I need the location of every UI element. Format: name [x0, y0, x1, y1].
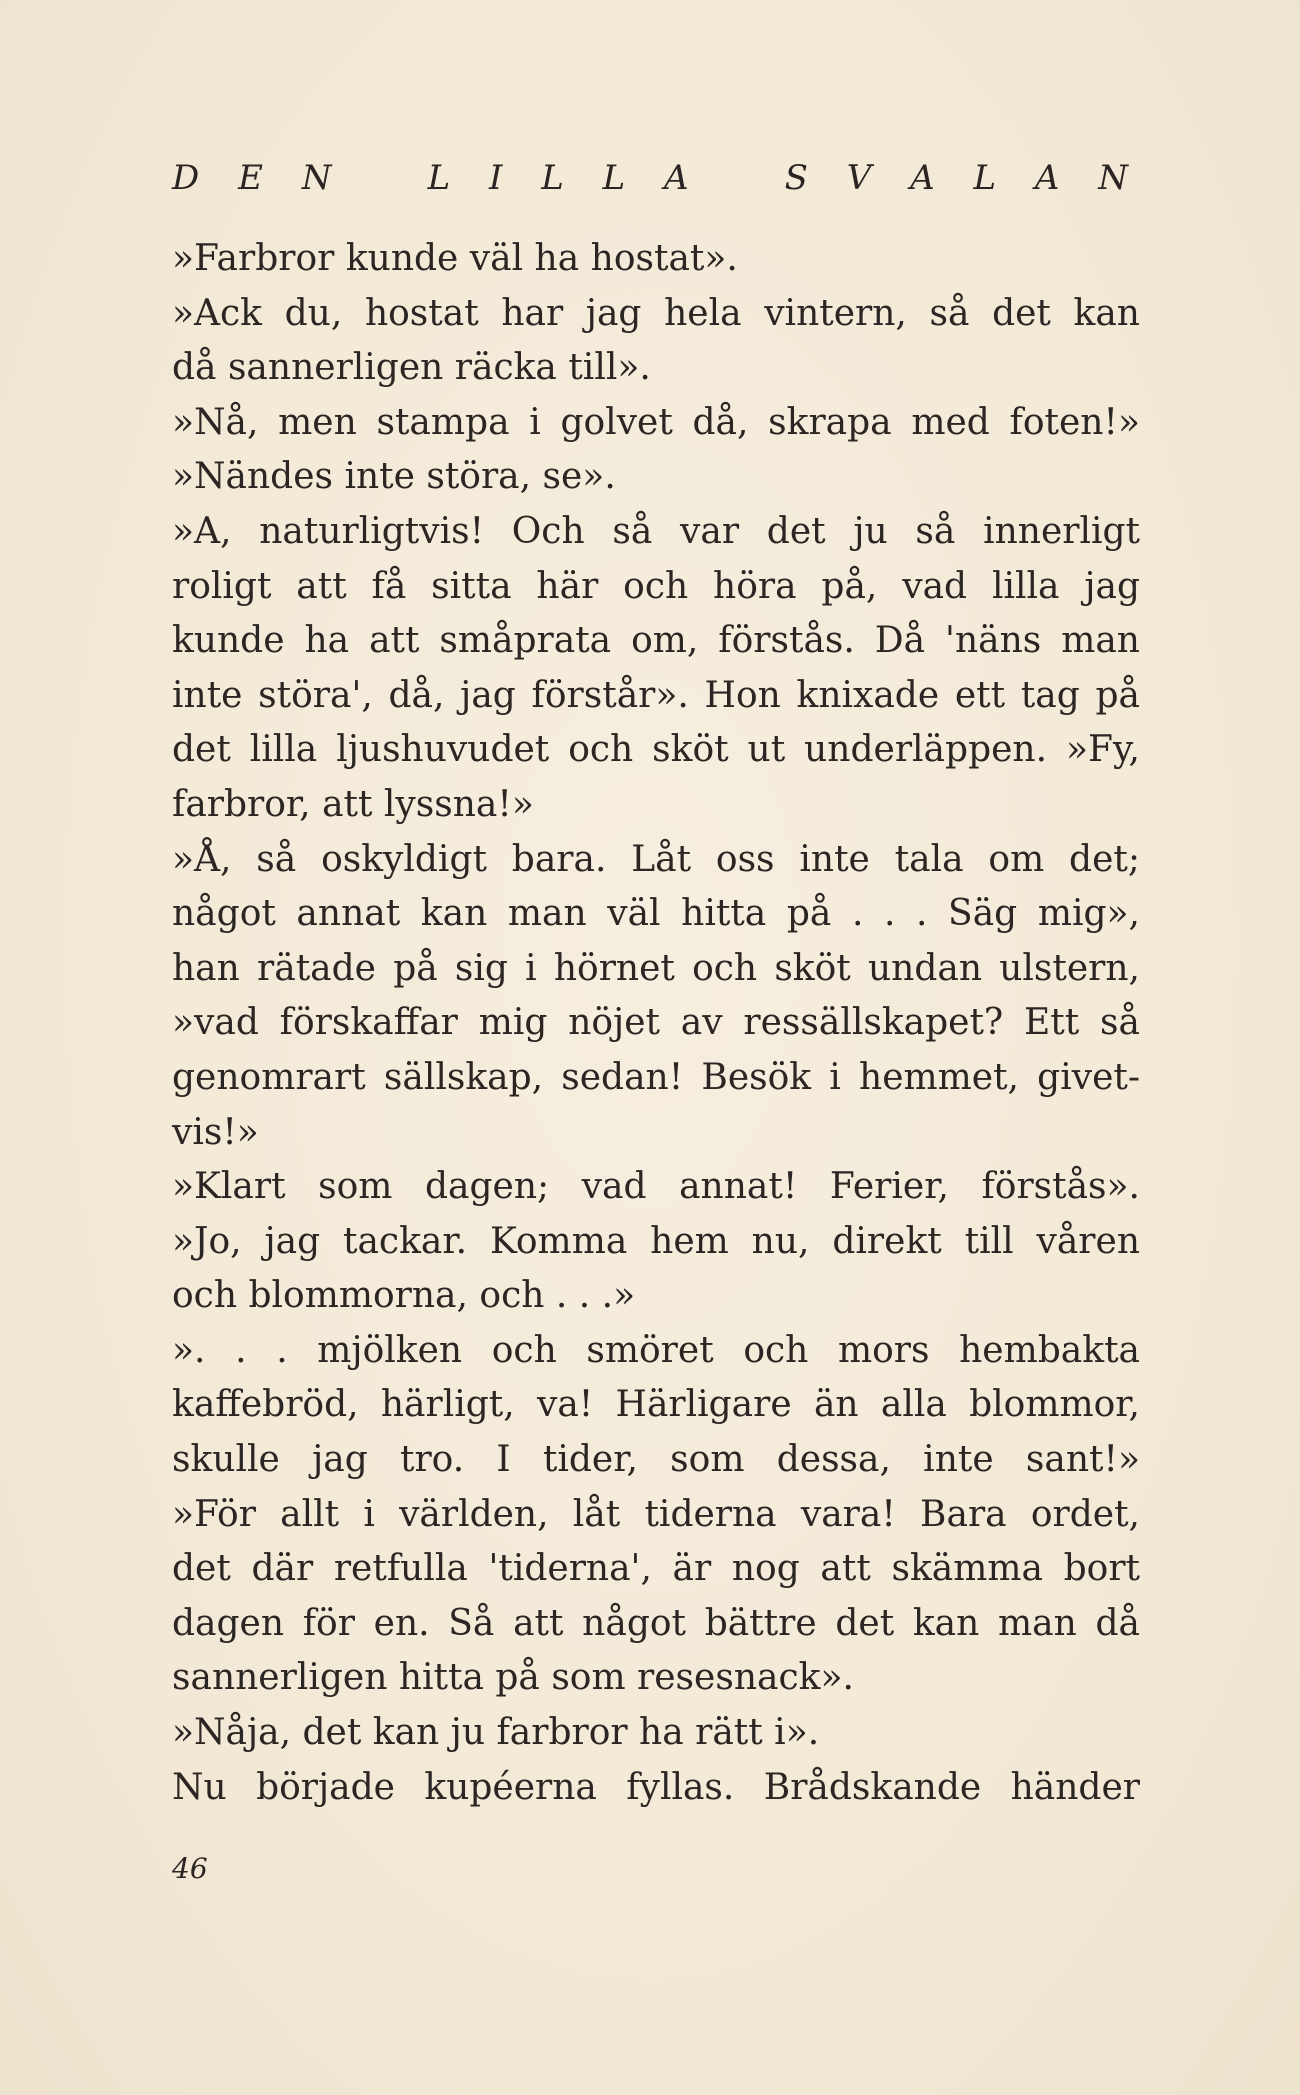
text-line: »Farbror kunde väl ha hostat». [172, 238, 738, 279]
text-line: »A, naturligtvis! Och så var det ju så innerligt [172, 510, 1140, 552]
text-line: »För allt i världen, låt tiderna vara! Bara ordet, [172, 1493, 1140, 1535]
text-line: vis!» [172, 1111, 259, 1153]
text-line: då sannerligen räcka till». [172, 347, 651, 389]
text-line: han rätade på sig i hörnet och sköt undan ulstern, [172, 947, 1140, 989]
running-head [172, 158, 1142, 198]
text-line: kunde ha att småprata om, förstås. Då 'näns man [172, 620, 1140, 662]
text-line: skulle jag tro. I tider, som dessa, inte sant!» [172, 1439, 1140, 1481]
body-text [172, 232, 1140, 1815]
text-line: det där retfulla 'tiderna', är nog att skämma bort [172, 1548, 1140, 1590]
text-line: »Ack du, hostat har jag hela vintern, så det kan [172, 292, 1140, 334]
running-head-word-1: D E N [172, 158, 346, 198]
text-line: »Klart som dagen; vad annat! Ferier, förstås». [172, 1166, 1140, 1208]
text-line: kaffebröd, härligt, va! Härligare än alla blommor, [172, 1384, 1140, 1426]
text-line: ». . . mjölken och smöret och mors hembakta [172, 1329, 1140, 1371]
text-line: inte störa', då, jag förstår». Hon knixade ett tag på [172, 674, 1140, 716]
text-line: »Nåja, det kan ju farbror ha rätt i». [172, 1712, 820, 1754]
text-line: roligt att få sitta här och höra på, vad lilla jag [172, 565, 1140, 607]
text-line: »Nändes inte störa, se». [172, 456, 616, 498]
running-head-word-3: S V A L A N [784, 158, 1142, 198]
page-number: 46 [172, 1852, 208, 1885]
text-line: det lilla ljushuvudet och sköt ut underläppen. »Fy, [172, 729, 1140, 771]
text-line: något annat kan man väl hitta på . . . Säg mig», [172, 893, 1140, 935]
text-line: »vad förskaffar mig nöjet av ressällskapet? Ett så [172, 1002, 1140, 1044]
text-line: farbror, att lyssna!» [172, 783, 534, 825]
text-line: »Jo, jag tackar. Komma hem nu, direkt till våren [172, 1220, 1140, 1262]
text-line: »Nå, men stampa i golvet då, skrapa med foten!» [172, 401, 1140, 443]
text-line: sannerligen hitta på som resesnack». [172, 1657, 854, 1699]
text-line: genomrart sällskap, sedan! Besök i hemmet, givet- [172, 1056, 1140, 1098]
text-line: och blommorna, och . . .» [172, 1275, 636, 1317]
running-head-word-2: L I L L A [427, 158, 703, 198]
text-line: dagen för en. Så att något bättre det kan man då [172, 1602, 1140, 1644]
text-line: »Å, så oskyldigt bara. Låt oss inte tala om det; [172, 838, 1140, 880]
text-line: Nu började kupéerna fyllas. Brådskande händer [172, 1766, 1140, 1808]
